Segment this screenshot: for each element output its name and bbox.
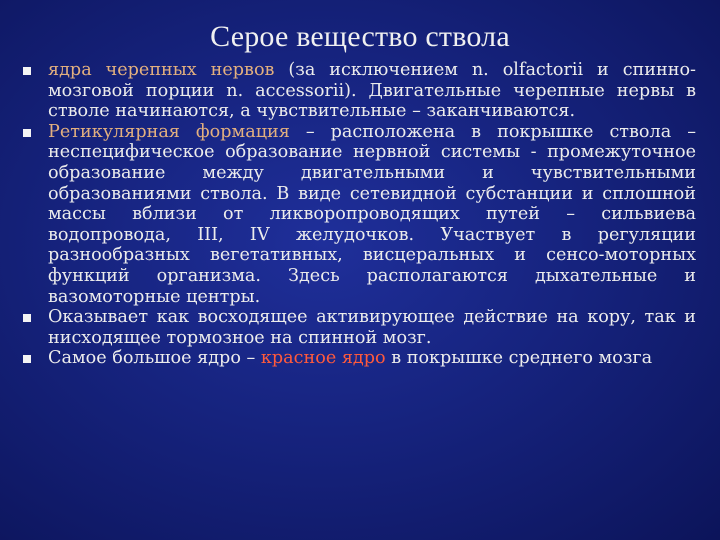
square-bullet-icon <box>23 314 31 322</box>
bullet-text: Оказывает как восходящее активирующее действие на кору, так и нисходящее тормозное на спинной мозг. <box>48 307 696 348</box>
term-cranial-nerve-nuclei: ядра черепных нервов <box>48 60 275 80</box>
bullet-item-activating-action <box>22 307 696 348</box>
square-bullet-icon <box>23 129 31 137</box>
bullet-text: – расположена в покрышке ствола – неспецифическое образование нервной системы - промежуточное образование между двигательными и чувствительными образованиями ствола. В виде сетевидной субстанции и сплошной массы вблизи от ликворопроводящих путей – сильвиева водопровода, III, IV желудочков. Участвует в регуляции разнообразных вегетативных, висцеральных и сенсо-моторных функций организма. Здесь располагаются дыхательные и вазомоторные центры. <box>48 121 696 307</box>
bullet-list <box>22 60 696 369</box>
term-red-nucleus: красное ядро <box>260 348 386 369</box>
slide-title: Серое вещество ствола <box>210 20 510 53</box>
bullet-item-cranial-nerve-nuclei <box>22 60 696 122</box>
bullet-text-post: в покрышке среднего мозга <box>385 348 653 369</box>
bullet-item-red-nucleus <box>22 348 696 369</box>
bullet-text: (за исключением n. olfactorii и спинно-мозговой порции n. accessorii). Двигательные черепные нервы в стволе начинаются, а чувствительные – заканчиваются. <box>48 60 696 122</box>
square-bullet-icon <box>23 67 31 75</box>
square-bullet-icon <box>23 355 31 363</box>
term-reticular-formation: Ретикулярная формация <box>48 121 290 142</box>
bullet-item-reticular-formation <box>22 122 696 307</box>
bullet-text-pre: Самое большое ядро – <box>48 348 261 369</box>
